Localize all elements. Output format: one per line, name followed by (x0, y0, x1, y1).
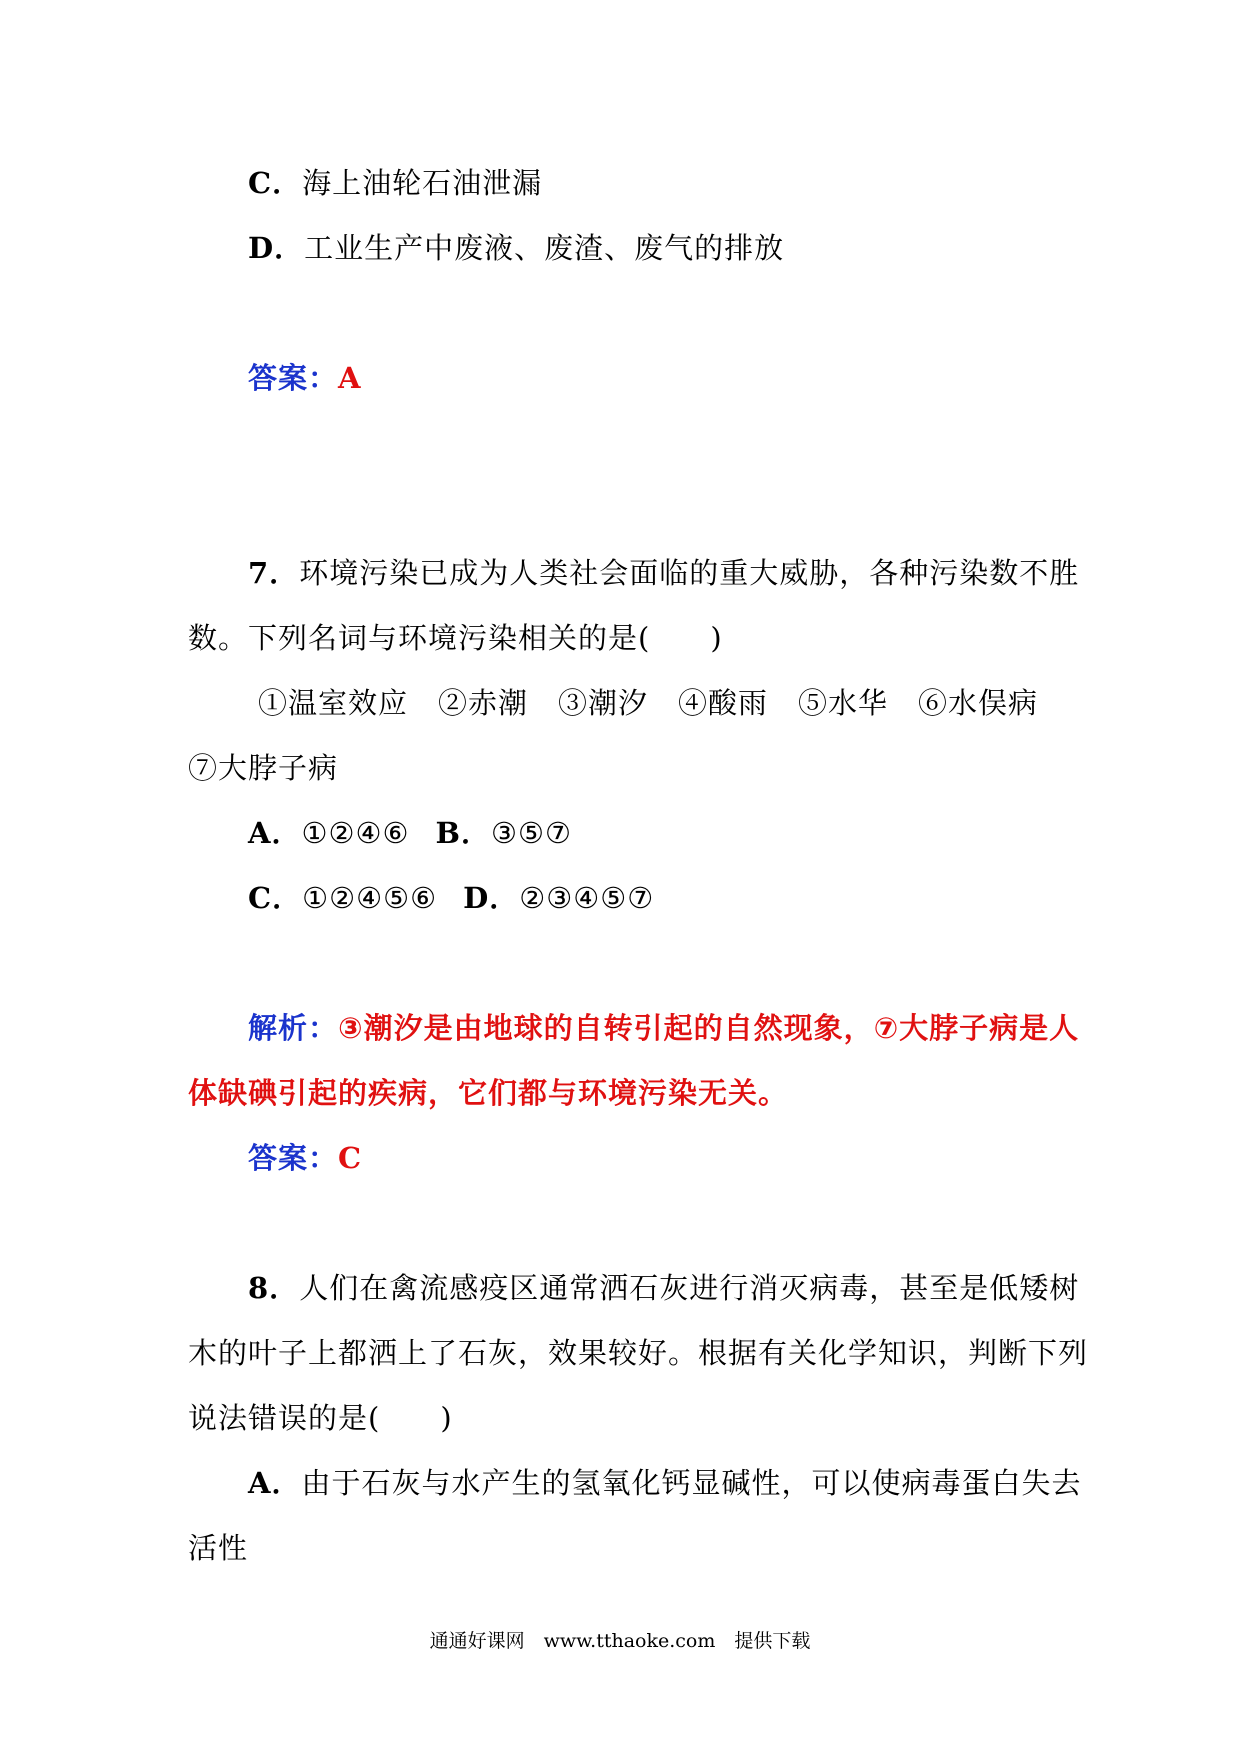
q7-analysis-line1 (248, 1008, 1079, 1048)
q8-stem-line1 (248, 1268, 1079, 1308)
q7-option-c-label: C． (248, 881, 303, 915)
q7-stem-line1 (248, 553, 1079, 593)
q8-option-a-line1 (248, 1463, 1082, 1503)
prev-option-d-label: D． (248, 231, 305, 265)
q7-option-a-label: A． (248, 816, 302, 850)
prev-option-c-label: C． (248, 166, 303, 200)
q7-stem-line2: 数。下列名词与环境污染相关的是( ) (188, 621, 723, 655)
q7-items-line2: ⑦大脖子病 (188, 751, 339, 785)
q7-answer (248, 1138, 362, 1178)
prev-option-d (248, 228, 784, 268)
prev-option-c-text: 海上油轮石油泄漏 (302, 166, 543, 200)
q7-option-d-label: D． (463, 881, 520, 915)
q7-answer-value: C (338, 1141, 363, 1175)
q7-analysis-text2: 体缺碘引起的疾病，它们都与环境污染无关。 (188, 1076, 789, 1110)
q7-number: 7． (248, 556, 300, 590)
q7-stem-text1: 环境污染已成为人类社会面临的重大威胁，各种污染数不胜 (299, 556, 1080, 590)
q7-options-cd (248, 878, 654, 918)
q7-options-ab (248, 813, 572, 853)
prev-answer (248, 358, 362, 398)
q7-option-b-label: B． (435, 816, 492, 850)
q7-items-line1: ①温室效应 ②赤潮 ③潮汐 ④酸雨 ⑤水华 ⑥水俣病 (258, 686, 1039, 720)
q8-stem-text1: 人们在禽流感疫区通常洒石灰进行消灭病毒，甚至是低矮树 (299, 1271, 1080, 1305)
prev-option-d-text: 工业生产中废液、废渣、废气的排放 (304, 231, 785, 265)
q8-option-a-text1: 由于石灰与水产生的氢氧化钙显碱性，可以使病毒蛋白失去 (301, 1466, 1082, 1500)
q8-option-a-line2: 活性 (188, 1531, 249, 1565)
q8-stem-line2: 木的叶子上都洒上了石灰，效果较好。根据有关化学知识，判断下列 (188, 1336, 1089, 1370)
q7-option-a-text: ①②④⑥ (301, 816, 410, 850)
prev-option-c (248, 163, 542, 203)
q7-analysis-line2 (188, 1073, 788, 1113)
q8-stem-line3: 说法错误的是( ) (188, 1401, 453, 1435)
q7-option-d-text: ②③④⑤⑦ (519, 881, 655, 915)
q7-answer-label: 答案： (248, 1141, 339, 1175)
q7-analysis-text1: ③潮汐是由地球的自转引起的自然现象，⑦大脖子病是人 (338, 1011, 1080, 1045)
page-footer: 通通好课网 www.tthaoke.com 提供下载 (429, 1630, 811, 1652)
q8-option-a-label: A． (248, 1466, 302, 1500)
q8-number: 8． (248, 1271, 300, 1305)
prev-answer-value: A (338, 361, 362, 395)
q7-option-b-text: ③⑤⑦ (491, 816, 573, 850)
q7-analysis-label: 解析： (248, 1011, 339, 1045)
prev-answer-label: 答案： (248, 361, 339, 395)
q7-option-c-text: ①②④⑤⑥ (302, 881, 438, 915)
